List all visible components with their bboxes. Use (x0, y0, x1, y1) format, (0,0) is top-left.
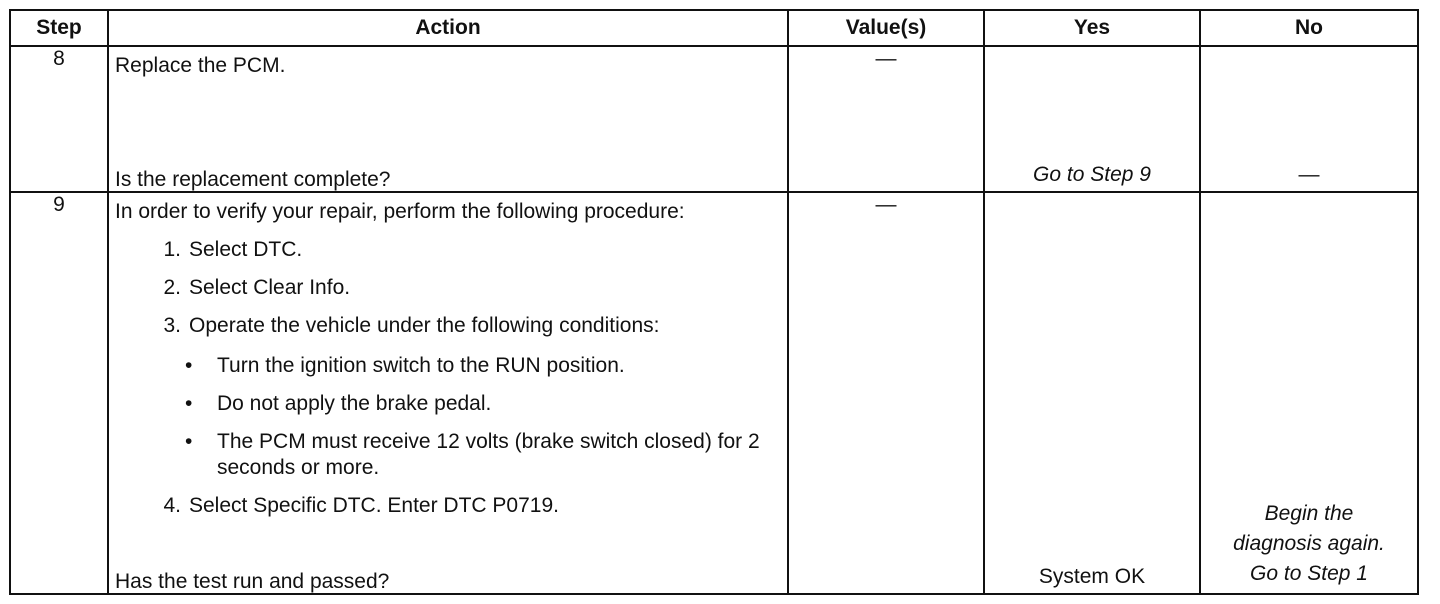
yes-cell (984, 46, 1200, 192)
table-row-step-9 (10, 192, 1418, 594)
bullet-icon: • (185, 429, 193, 453)
value-cell (788, 192, 984, 594)
bullet-item (181, 391, 777, 417)
condition-list (115, 353, 777, 481)
no-cell (1200, 192, 1418, 594)
bullet-text: Turn the ignition switch to the RUN position. (217, 353, 625, 377)
action-question: Is the replacement complete? (115, 167, 391, 191)
step-number: 8 (10, 46, 108, 192)
diagnostic-table (9, 9, 1419, 595)
bullet-text: The PCM must receive 12 volts (brake switch closed) for 2 seconds or more. (217, 429, 760, 479)
bullet-item (181, 429, 777, 481)
list-item-number: 4. (163, 493, 181, 517)
list-item (115, 237, 777, 263)
action-cell (108, 46, 788, 192)
list-item-text: Select Clear Info. (189, 275, 351, 299)
yes-result: Go to Step 9 (1033, 162, 1151, 186)
bullet-icon: • (185, 391, 193, 415)
list-item-number: 1. (163, 237, 181, 261)
no-result-line: Begin the (1264, 502, 1354, 525)
list-item-text: Select DTC. (189, 237, 303, 261)
list-item-text: Operate the vehicle under the following conditions: (189, 313, 660, 337)
no-result-line: diagnosis again. (1233, 532, 1385, 555)
list-item (115, 313, 777, 481)
bullet-icon: • (185, 353, 193, 377)
header-action: Action (108, 10, 788, 46)
action-instruction: Replace the PCM. (115, 54, 286, 77)
action-cell (108, 192, 788, 594)
header-row (10, 10, 1418, 46)
header-values: Value(s) (788, 10, 984, 46)
value-cell (788, 46, 984, 192)
no-result-line: Go to Step 1 (1250, 562, 1368, 585)
procedure-list (115, 237, 777, 519)
list-item-text: Select Specific DTC. Enter DTC P0719. (189, 493, 559, 517)
list-item (115, 493, 777, 519)
no-result (1201, 499, 1417, 589)
action-question: Has the test run and passed? (115, 570, 390, 593)
no-result: — (1298, 162, 1320, 186)
no-cell (1200, 46, 1418, 192)
list-item-number: 3. (163, 313, 181, 337)
list-item (115, 275, 777, 301)
header-yes: Yes (984, 10, 1200, 46)
value-dash: — (875, 192, 897, 216)
header-step: Step (10, 10, 108, 46)
bullet-item (181, 353, 777, 379)
list-item-number: 2. (163, 275, 181, 299)
action-intro: In order to verify your repair, perform the following procedure: (115, 199, 685, 223)
yes-cell (984, 192, 1200, 594)
table-row-step-8 (10, 46, 1418, 192)
yes-result: System OK (1038, 565, 1146, 588)
header-no: No (1200, 10, 1418, 46)
bullet-text: Do not apply the brake pedal. (217, 391, 492, 415)
step-number: 9 (10, 192, 108, 594)
value-dash: — (875, 47, 897, 70)
